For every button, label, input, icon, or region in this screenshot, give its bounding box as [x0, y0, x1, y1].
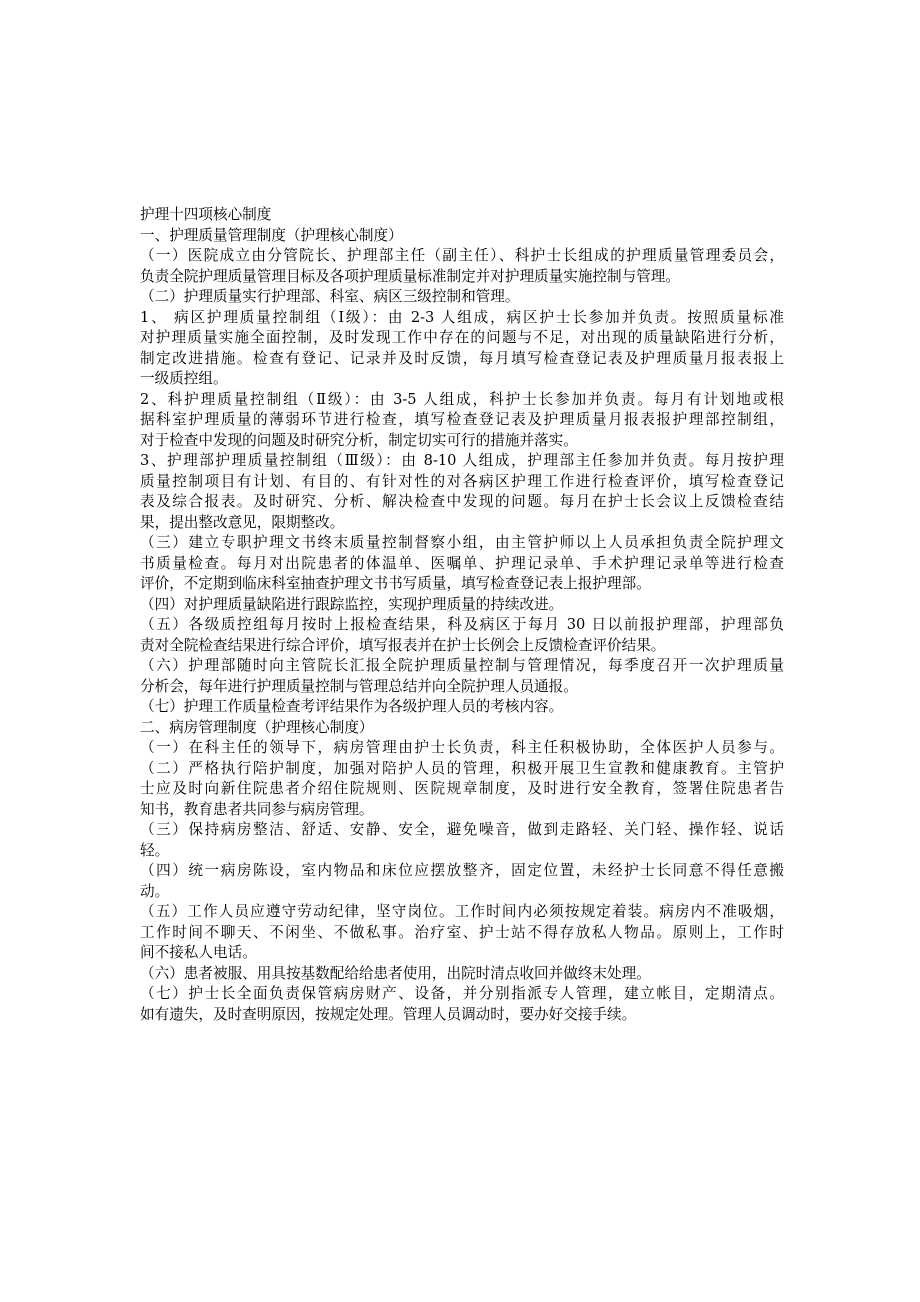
text-line: （二）护理质量实行护理部、科室、病区三级控制和管理。 [140, 288, 520, 305]
text-line: 制定改进措施。检查有登记、记录并及时反馈，每月填写检查登记表及护理质量月报表报上 [140, 349, 784, 367]
text-line: 评价，不定期到临床科室抽查护理文书书写质量，填写检查登记表上报护理部。 [140, 575, 651, 592]
text-line: 责对全院检查结果进行综合评价，填写报表并在护士长例会上反馈检查评价结果。 [140, 636, 666, 654]
text-line: 2、科护理质量控制组（Ⅱ级）：由 3-5 人组成，科护士长参加并负责。每月有计划地或根 [140, 390, 784, 408]
text-line: 对于检查中发现的问题及时研究分析，制定切实可行的措施并落实。 [140, 431, 578, 449]
text-line: （二）严格执行陪护制度，加强对陪护人员的管理，积极开展卫生宣教和健康教育。主管护 [140, 759, 784, 777]
text-line: 间不接私人电话。 [140, 944, 257, 961]
text-line: 轻。 [140, 841, 170, 859]
text-line: 1、 病区护理质量控制组（Ⅰ级）：由 2-3 人组成，病区护士长参加并负责。按照质量标准 [140, 308, 784, 326]
document-body [140, 205, 784, 1025]
text-line: 对护理质量实施全面控制，及时发现工作中存在的问题与不足，对出现的质量缺陷进行分析， [140, 329, 784, 346]
text-line: （一）在科主任的领导下，病房管理由护士长负责，科主任积极协助，全体医护人员参与。 [140, 739, 784, 756]
text-line: 3、护理部护理质量控制组（Ⅲ级）：由 8-10 人组成，护理部主任参加并负责。每月按护理 [140, 452, 784, 469]
text-line: （七）护士长全面负责保管病房财产、设备，并分别指派专人管理，建立帐目，定期清点。 [140, 985, 784, 1002]
document-title: 护理十四项核心制度 [140, 206, 272, 223]
text-line: （四）统一病房陈设，室内物品和床位应摆放整齐，固定位置，未经护士长同意不得任意搬 [140, 862, 784, 879]
text-line: （七）护理工作质量检查考评结果作为各级护理人员的考核内容。 [140, 698, 564, 715]
text-line: 工作时间不聊天、不闲坐、不做私事。治疗室、护士站不得存放私人物品。原则上，工作时 [140, 923, 784, 941]
text-line: 二、病房管理制度（护理核心制度） [140, 718, 374, 736]
text-line: 知书，教育患者共同参与病房管理。 [140, 800, 374, 818]
text-line: （四）对护理质量缺陷进行跟踪监控，实现护理质量的持续改进。 [140, 595, 564, 613]
text-line: 分析会，每年进行护理质量控制与管理总结并向全院护理人员通报。 [140, 677, 578, 695]
text-line: 如有遗失，及时查明原因，按规定处理。管理人员调动时，要办好交接手续。 [140, 1005, 637, 1023]
text-line: 一、护理质量管理制度（护理核心制度） [140, 226, 403, 244]
text-line: 动。 [140, 882, 170, 900]
text-line: 一级质控组。 [140, 370, 228, 387]
text-line: 书质量检查。每月对出院患者的体温单、医嘱单、护理记录单、手术护理记录单等进行检查 [140, 554, 784, 572]
text-line: （五）工作人员应遵守劳动纪律，坚守岗位。工作时间内必须按规定着装。病房内不准吸烟， [140, 903, 784, 920]
text-line: 据科室护理质量的薄弱环节进行检查，填写检查登记表及护理质量月报表报护理部控制组， [140, 411, 784, 428]
text-line: 表及综合报表。及时研究、分析、解决检查中发现的问题。每月在护士长会议上反馈检查结 [140, 493, 784, 510]
text-line: （五）各级质控组每月按时上报检查结果，科及病区于每月 30 日以前报护理部，护理部负 [140, 616, 784, 633]
text-line: （三）建立专职护理文书终末质量控制督察小组，由主管护师以上人员承担负责全院护理文 [140, 534, 784, 551]
text-line: （三）保持病房整洁、舒适、安静、安全，避免噪音，做到走路轻、关门轻、操作轻、说话 [140, 821, 784, 838]
text-line: 质量控制项目有计划、有目的、有针对性的对各病区护理工作进行检查评价，填写检查登记 [140, 472, 784, 490]
text-line: （六）患者被服、用具按基数配给给患者使用，出院时清点收回并做终末处理。 [140, 964, 651, 982]
text-line: 士应及时向新住院患者介绍住院规则、医院规章制度，及时进行安全教育，签署住院患者告 [140, 780, 784, 797]
text-line: （六）护理部随时向主管院长汇报全院护理质量控制与管理情况，每季度召开一次护理质量 [140, 657, 784, 674]
text-line: （一）医院成立由分管院长、护理部主任（副主任）、科护士长组成的护理质量管理委员会， [140, 247, 784, 264]
text-line: 负责全院护理质量管理目标及各项护理质量标准制定并对护理质量实施控制与管理。 [140, 267, 680, 285]
text-line: 果，提出整改意见，限期整改。 [140, 513, 345, 531]
